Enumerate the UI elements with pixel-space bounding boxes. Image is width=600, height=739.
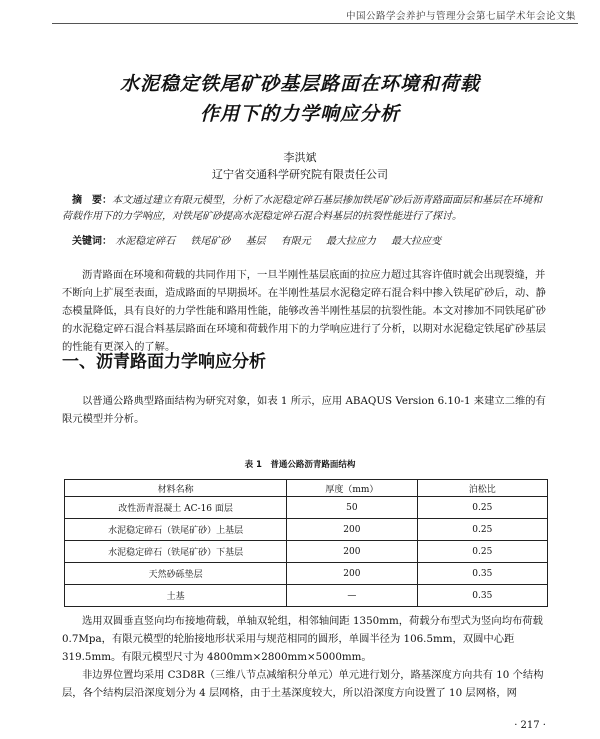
table-row — [65, 541, 548, 563]
table-row — [65, 519, 548, 541]
keyword: 铁尾矿砂 — [190, 236, 231, 247]
table-header-cell: 泊松比 — [417, 480, 547, 497]
table-row — [65, 563, 548, 585]
section-heading: 一、沥青路面力学响应分析 — [62, 352, 266, 372]
keyword: 最大拉应变 — [391, 236, 442, 247]
table-cell: 200 — [287, 519, 417, 541]
table-caption: 表 1 普通公路沥青路面结构 — [244, 460, 356, 470]
body-paragraph: 选用双圆垂直竖向均布接地荷载，单轴双轮组，相邻轴间距 1350mm，荷载分布型式为竖向均布荷载 0.7Mpa，有限元模型的轮胎接地形状采用与规范相同的圆形，单圆半径为 106.5mm，双圆中心距 319.5mm。有限元模型尺寸为 4800mm×2800mm×5000mm。 — [62, 615, 543, 663]
intro-paragraph: 沥青路面在环境和荷载的共同作用下，一旦半刚性基层底面的拉应力超过其容许值时就会出现裂缝，并不断向上扩展至表面，造成路面的早期损坏。在半刚性基层水泥稳定碎石混合料中掺入铁尾矿砂后，动、静态模量降低，具有良好的力学性能和路用性能，能够改善半刚性基层的抗裂性能。本文对掺加不同铁尾矿砂的水泥稳定碎石混合料基层路面在环境和荷载作用下的力学响应进行了分析，以期对水泥稳定铁尾矿砂基层的性能有更深入的了解。 — [62, 269, 546, 353]
table-row — [65, 497, 548, 519]
table-cell: 水泥稳定碎石（铁尾矿砂）上基层 — [65, 519, 287, 541]
table-cell: 50 — [287, 497, 417, 519]
table-cell: 水泥稳定碎石（铁尾矿砂）下基层 — [65, 541, 287, 563]
table-cell: 200 — [287, 563, 417, 585]
running-head: 中国公路学会养护与管理分会第七届学术年会论文集 — [345, 11, 576, 22]
table-cell: 改性沥青混凝土 AC-16 面层 — [65, 497, 287, 519]
table-cell: 0.25 — [417, 541, 547, 563]
table-header-cell: 材料名称 — [65, 480, 287, 497]
abstract-text: 本文通过建立有限元模型，分析了水泥稳定碎石基层掺加铁尾矿砂后沥青路面面层和基层在环境和荷载作用下的力学响应，对铁尾矿砂提高水泥稳定碎石混合料基层的抗裂性能进行了探讨。 — [62, 195, 542, 222]
abstract — [62, 193, 546, 225]
keyword: 有限元 — [280, 236, 311, 247]
pavement-structure-table — [64, 479, 548, 607]
table-cell: 0.35 — [417, 563, 547, 585]
paper-title-line1: 水泥稳定铁尾矿砂基层路面在环境和荷载 — [119, 73, 480, 95]
table-header-cell: 厚度（mm） — [287, 480, 417, 497]
author: 李洪斌 — [283, 151, 317, 164]
page-number: · 217 · — [514, 720, 546, 731]
keyword: 水泥稳定碎石 — [115, 236, 176, 247]
keywords-label: 关键词： — [72, 236, 112, 247]
abstract-label: 摘 要： — [72, 195, 112, 206]
affiliation: 辽宁省交通科学研究院有限责任公司 — [212, 168, 388, 181]
header-rule — [52, 23, 578, 24]
table-header-row — [65, 480, 548, 497]
body-paragraph: 非边界位置均采用 C3D8R（三维八节点减缩积分单元）单元进行划分，路基深度方向共有 10 个结构层，各个结构层沿深度划分为 4 层网格，由于土基深度较大，所以沿深度方向设置了 10 层网格，网 — [62, 669, 544, 699]
keyword: 最大拉应力 — [325, 236, 376, 247]
table-cell: 土基 — [65, 585, 287, 607]
table-cell: 200 — [287, 541, 417, 563]
table-cell: 0.25 — [417, 497, 547, 519]
table-cell: 0.25 — [417, 519, 547, 541]
body-paragraph: 以普通公路典型路面结构为研究对象，如表 1 所示，应用 ABAQUS Version 6.10-1 来建立二维的有限元模型并分析。 — [62, 395, 546, 425]
keywords — [72, 232, 552, 247]
table-cell: 天然砂砾垫层 — [65, 563, 287, 585]
table-cell: — — [287, 585, 417, 607]
table-row — [65, 585, 548, 607]
table-cell: 0.35 — [417, 585, 547, 607]
paper-title-line2: 作用下的力学响应分析 — [199, 103, 400, 125]
keyword: 基层 — [245, 236, 266, 247]
